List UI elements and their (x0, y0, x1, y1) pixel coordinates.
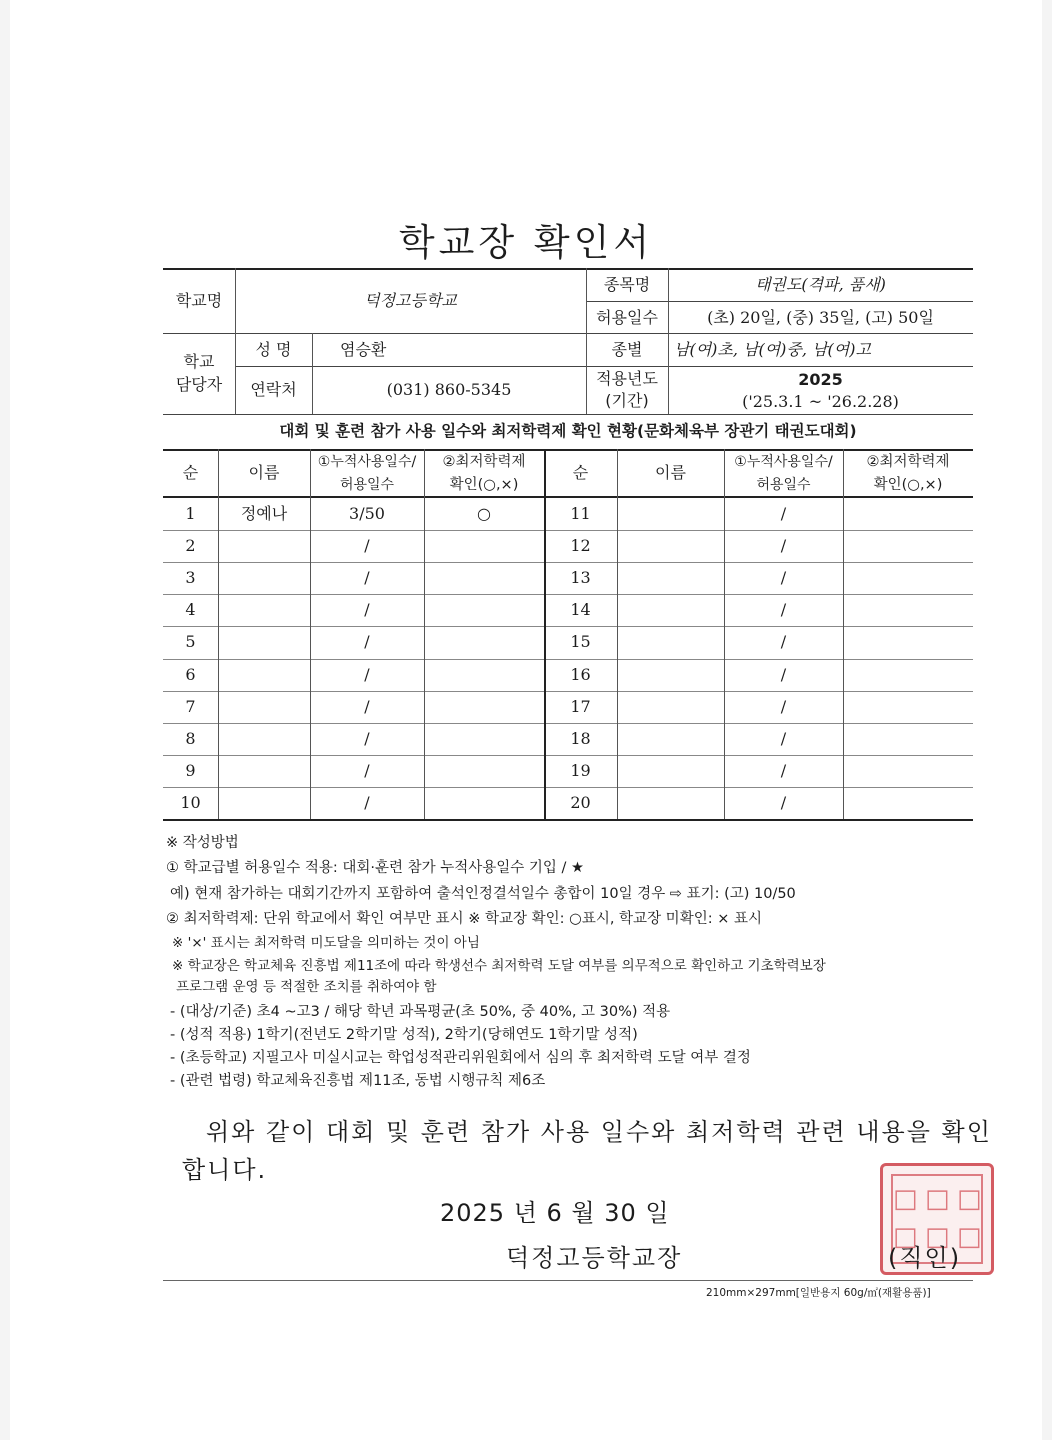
guide-note: - (대상/기준) 초4 ~고3 / 해당 학년 과목평균(초 50%, 중 40%, 고 30%) 적용 (170, 1004, 671, 1020)
cell-no: 4 (185, 600, 196, 619)
cell-days: / (780, 568, 787, 587)
cell-days: / (364, 793, 370, 812)
guide-note: ① 학교급별 허용일수 적용: 대회·훈련 참가 누적사용일수 기입 / ★ (166, 860, 585, 876)
guide-note: - (성적 적용) 1학기(전년도 2학기말 성적), 2학기(당해연도 1학기말 성적) (170, 1027, 638, 1043)
manager-label-1: 학교 (183, 352, 215, 371)
cell-no: 16 (570, 665, 591, 684)
cell-days: / (780, 761, 787, 780)
guide-note: 예) 현재 참가하는 대회기간까지 포함하여 출석인정결석일수 총합이 10일 경우 ⇨ 표기: (고) 10/50 (170, 886, 796, 902)
paper-spec-footer: 210mm×297mm[일반용지 60g/㎡(재활용품)] (706, 1287, 931, 1299)
cell-no: 14 (570, 600, 591, 619)
col-header-days-2-right: 허용일수 (756, 477, 811, 493)
school-name: 덕정고등학교 (364, 291, 457, 310)
guide-note: ② 최저학력제: 단위 학교에서 확인 여부만 표시 ※ 학교장 확인: ○표시, 학교장 미확인: × 표시 (166, 911, 762, 927)
cell-days: / (364, 761, 370, 780)
col-header-min-2-right: 확인(○,×) (873, 477, 943, 493)
col-header-days-1: ①누적사용일수/ (317, 454, 417, 470)
cell-check: ○ (477, 504, 491, 523)
guide-heading: ※ 작성방법 (166, 835, 239, 851)
name-value: 염승환 (340, 340, 387, 359)
cell-no: 8 (185, 729, 196, 748)
cell-days: / (364, 729, 370, 748)
cell-no: 10 (180, 793, 201, 812)
cell-days: / (364, 632, 370, 651)
year-label-2: (기간) (605, 391, 649, 410)
confirm-line-2: 합니다. (182, 1156, 268, 1184)
cell-no: 17 (570, 697, 591, 716)
cell-days: / (780, 632, 787, 651)
official-seal-image: □ □ □ □ □ □ (880, 1163, 994, 1275)
manager-label-2: 담당자 (175, 375, 223, 394)
cell-days: / (780, 504, 787, 523)
period-value: ('25.3.1 ~ '26.2.28) (742, 392, 899, 411)
cell-no: 7 (185, 697, 196, 716)
event-value: 태권도(격파, 품새) (755, 275, 886, 294)
col-header-min-1: ②최저학력제 (442, 454, 526, 470)
seal-label: (직인) (888, 1244, 962, 1272)
cell-days: / (780, 729, 787, 748)
col-header-no-right: 순 (572, 463, 589, 482)
guide-note: 프로그램 운영 등 적절한 조치를 취하여야 함 (176, 979, 437, 995)
school-label: 학교명 (175, 291, 223, 310)
col-header-name: 이름 (248, 463, 280, 482)
cell-days: / (780, 536, 787, 555)
cell-days: / (364, 536, 370, 555)
cell-days: / (780, 697, 787, 716)
cell-no: 15 (570, 632, 591, 651)
guide-note: ※ '×' 표시는 최저학력 미도달을 의미하는 것이 아님 (172, 935, 480, 951)
cell-no: 3 (185, 568, 196, 587)
event-label: 종목명 (603, 275, 651, 294)
cell-no: 19 (570, 761, 591, 780)
confirm-line-1: 위와 같이 대회 및 훈련 참가 사용 일수와 최저학력 관련 내용을 확인 (206, 1118, 992, 1146)
cell-name: 정예나 (240, 504, 288, 523)
cell-days: / (364, 600, 370, 619)
guide-note: ※ 학교장은 학교체육 진흥법 제11조에 따라 학생선수 최저학력 도달 여부를 의무적으로 확인하고 기초학력보장 (172, 958, 826, 974)
date-text: 2025 년 6 월 30 일 (440, 1199, 670, 1227)
contact-label: 연락처 (250, 380, 297, 399)
guide-note: - (초등학교) 지필고사 미실시교는 학업성적관리위원회에서 심의 후 최저학력 도달 여부 결정 (170, 1050, 751, 1066)
type-value: 남(여)초, 남(여)중, 남(여)고 (674, 340, 871, 359)
allowed-label: 허용일수 (596, 308, 658, 327)
section-title: 대회 및 훈련 참가 사용 일수와 최저학력제 확인 현황(문화체육부 장관기 태권도대회) (279, 422, 857, 440)
cell-days: / (364, 568, 370, 587)
type-label: 종별 (611, 340, 643, 359)
year-label-1: 적용년도 (596, 369, 658, 388)
cell-no: 11 (570, 504, 591, 523)
cell-days: / (780, 665, 787, 684)
cell-no: 5 (185, 632, 196, 651)
cell-no: 18 (570, 729, 591, 748)
cell-days: / (364, 697, 370, 716)
cell-no: 20 (570, 793, 591, 812)
col-header-no: 순 (182, 463, 199, 482)
cell-days: 3/50 (349, 504, 385, 523)
cell-no: 9 (185, 761, 196, 780)
cell-no: 13 (570, 568, 591, 587)
col-header-min-1-right: ②최저학력제 (866, 454, 950, 470)
cell-no: 6 (185, 665, 196, 684)
cell-no: 1 (185, 504, 196, 523)
name-label: 성 명 (255, 340, 292, 359)
year-value: 2025 (798, 370, 843, 389)
cell-no: 12 (570, 536, 591, 555)
contact-value: (031) 860-5345 (386, 380, 512, 399)
guide-note: - (관련 법령) 학교체육진흥법 제11조, 동법 시행규칙 제6조 (170, 1073, 546, 1089)
cell-days: / (780, 600, 787, 619)
signer-name: 덕정고등학교장 (506, 1244, 683, 1272)
col-header-days-1-right: ①누적사용일수/ (734, 454, 833, 470)
col-header-name-right: 이름 (655, 463, 686, 482)
col-header-min-2: 확인(○,×) (449, 477, 519, 493)
cell-no: 2 (185, 536, 196, 555)
allowed-value: (초) 20일, (중) 35일, (고) 50일 (707, 308, 934, 327)
cell-days: / (364, 665, 370, 684)
cell-days: / (780, 793, 787, 812)
col-header-days-2: 허용일수 (339, 477, 395, 493)
document-title: 학교장 확인서 (398, 221, 654, 264)
